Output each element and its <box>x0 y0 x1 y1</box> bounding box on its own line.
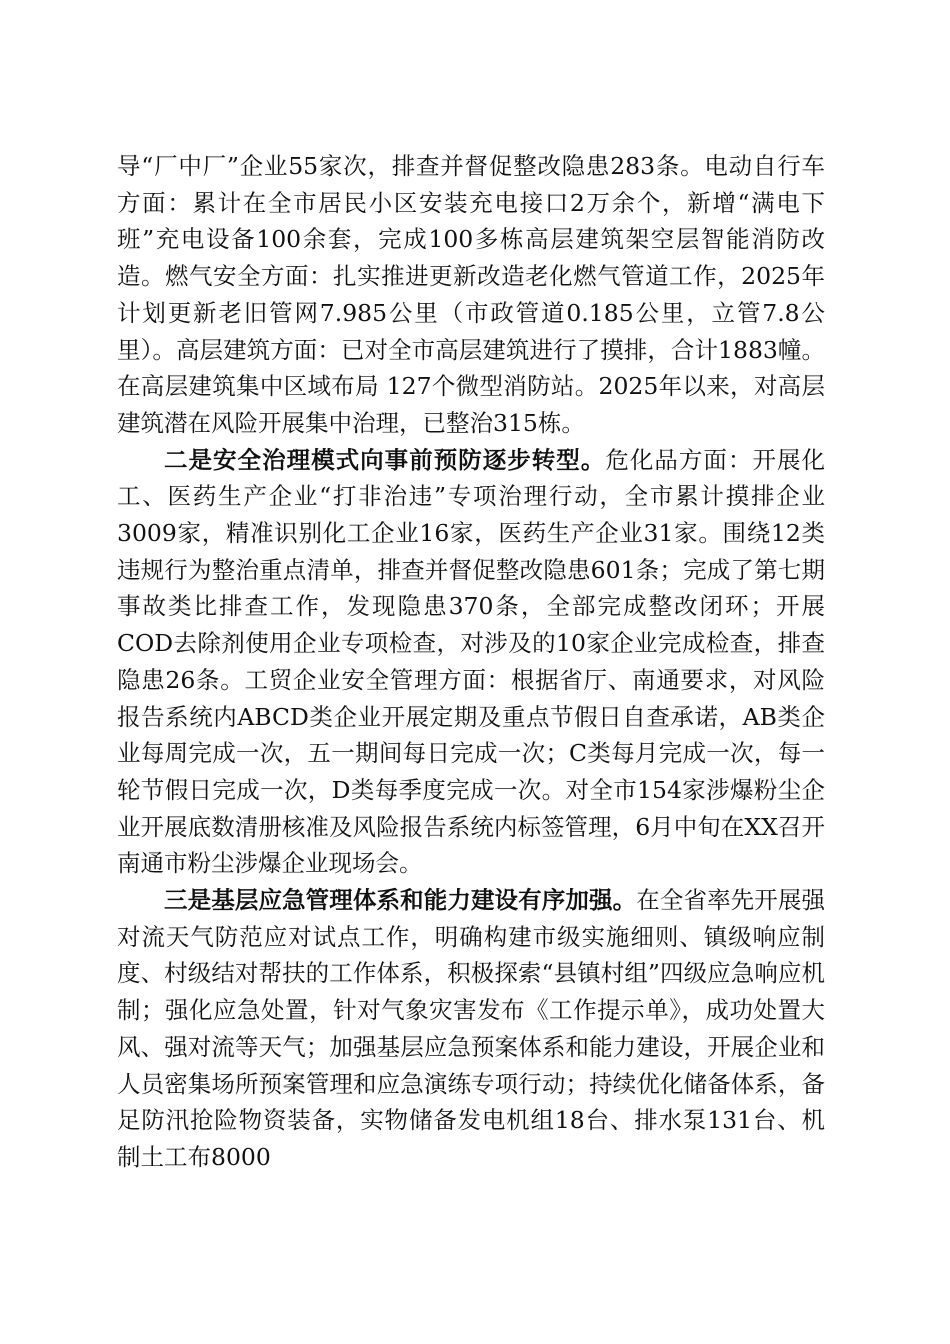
paragraph-1-text: 导“厂中厂”企业55家次，排查并督促整改隐患283条。电动自行车方面：累计在全市居民小区安装充电接口2万余个，新增“满电下班”充电设备100余套，完成100多栋高层建筑架空层智能消防改造。燃气安全方面：扎实推进更新改造老化燃气管道工作，2025年计划更新老旧管网7.985公里（市政管道0.185公里，立管7.8公里）。高层建筑方面：已对全市高层建筑进行了摸排，合计1883幢。在高层建筑集中区域布局 127个微型消防站。2025年以来，对高层建筑潜在风险开展集中治理，已整治315栋。 <box>117 152 825 437</box>
paragraph-3 <box>117 882 825 1176</box>
paragraph-2-lead: 二是安全治理模式向事前预防逐步转型。 <box>164 445 606 474</box>
paragraph-3-lead: 三是基层应急管理体系和能力建设有序加强。 <box>164 886 637 915</box>
paragraph-3-text: 在全省率先开展强对流天气防范应对试点工作，明确构建市级实施细则、镇级响应制度、村级结对帮扶的工作体系，积极探索“县镇村组”四级应急响应机制；强化应急处置，针对气象灾害发布《工作提示单》，成功处置大风、强对流等天气；加强基层应急预案体系和能力建设，开展企业和人员密集场所预案管理和应急演练专项行动；持续优化储备体系，备足防汛抢险物资装备，实物储备发电机组18台、排水泵131台、机制土工布8000 <box>117 886 826 1171</box>
paragraph-2-text: 危化品方面：开展化工、医药生产企业“打非治违”专项治理行动，全市累计摸排企业3009家，精准识别化工企业16家，医药生产企业31家。围绕12类违规行为整治重点清单，排查并督促整改隐患601条；完成了第七期事故类比排查工作，发现隐患370条，全部完成整改闭环；开展COD去除剂使用企业专项检查，对涉及的10家企业完成检查，排查隐患26条。工贸企业安全管理方面：根据省厅、南通要求，对风险报告系统内ABCD类企业开展定期及重点节假日自查承诺，AB类企业每周完成一次，五一期间每日完成一次；C类每月完成一次，每一轮节假日完成一次，D类每季度完成一次。对全市154家涉爆粉尘企业开展底数清册核准及风险报告系统内标签管理，6月中旬在XX召开南通市粉尘涉爆企业现场会。 <box>117 445 826 878</box>
paragraph-2 <box>117 442 825 882</box>
document-page <box>117 148 825 1176</box>
paragraph-1 <box>117 148 825 442</box>
